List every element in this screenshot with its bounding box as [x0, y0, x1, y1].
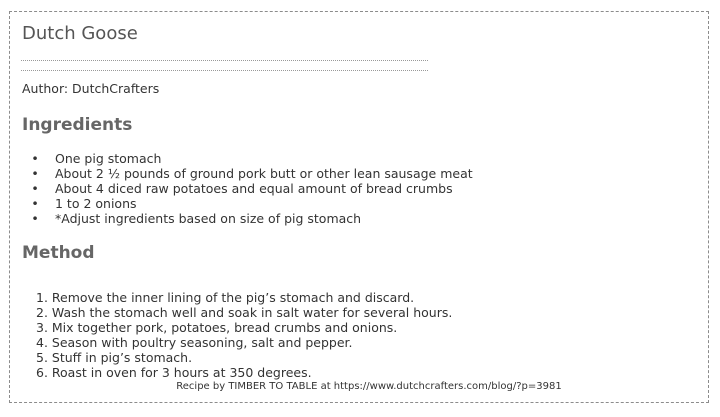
- ingredients-list: [30, 151, 473, 226]
- ingredient-text: *Adjust ingredients based on size of pig stomach: [55, 211, 362, 226]
- method-step: 3. Mix together pork, potatoes, bread crumbs and onions.: [36, 320, 398, 335]
- ingredient-item: [30, 151, 473, 166]
- ingredient-text: About 4 diced raw potatoes and equal amount of bread crumbs: [55, 181, 453, 196]
- ingredients-heading: Ingredients: [22, 115, 133, 135]
- ingredient-item: [30, 181, 473, 196]
- recipe-title: Dutch Goose: [22, 23, 138, 44]
- method-step: 5. Stuff in pig’s stomach.: [36, 350, 193, 365]
- bullet-icon: •: [31, 196, 39, 211]
- method-step: 4. Season with poultry seasoning, salt and pepper.: [36, 335, 353, 350]
- bullet-icon: •: [31, 151, 39, 166]
- method-heading: Method: [22, 243, 95, 263]
- title-divider-top: [21, 60, 428, 61]
- bullet-icon: •: [31, 166, 39, 181]
- ingredient-item: [30, 211, 473, 226]
- ingredient-text: One pig stomach: [55, 151, 162, 166]
- title-divider-bottom: [21, 70, 428, 71]
- method-step: 1. Remove the inner lining of the pig’s stomach and discard.: [36, 290, 415, 305]
- method-step: 6. Roast in oven for 3 hours at 350 degrees.: [36, 365, 312, 380]
- method-list: [36, 290, 452, 380]
- ingredient-text: About 2 ½ pounds of ground pork butt or other lean sausage meat: [55, 166, 473, 181]
- bullet-icon: •: [31, 181, 39, 196]
- recipe-card: [9, 11, 709, 403]
- ingredient-item: [30, 166, 473, 181]
- bullet-icon: •: [31, 211, 39, 226]
- ingredient-text: 1 to 2 onions: [55, 196, 137, 211]
- ingredient-item: [30, 196, 473, 211]
- recipe-author: Author: DutchCrafters: [22, 81, 160, 96]
- recipe-credit: Recipe by TIMBER TO TABLE at https://www.dutchcrafters.com/blog/?p=3981: [176, 381, 562, 392]
- method-step: 2. Wash the stomach well and soak in salt water for several hours.: [36, 305, 453, 320]
